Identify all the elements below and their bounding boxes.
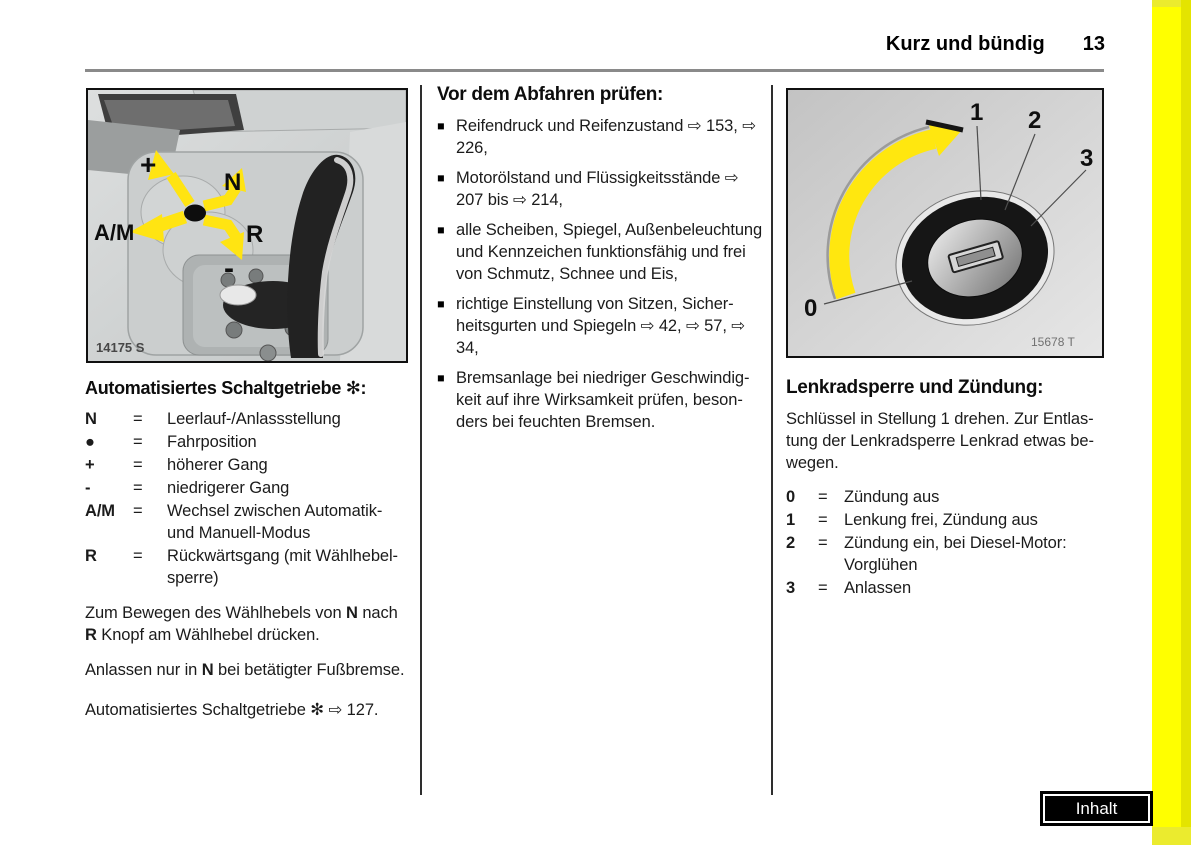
- gear-shifter-drawing: [88, 90, 406, 361]
- equals-sign: =: [133, 479, 143, 497]
- paragraph-start-condition: [85, 659, 406, 681]
- checklist-item: [437, 115, 768, 159]
- release-collar: [220, 285, 256, 305]
- definition-desc: Rückwärtsgang (mit Wählhebelsperre): [167, 547, 399, 587]
- text-run: bei betätigter Fußbremse.: [213, 661, 405, 679]
- equals-sign: =: [818, 511, 828, 529]
- definition-term: +: [85, 456, 95, 474]
- definition-desc: niedrigerer Gang: [167, 479, 290, 497]
- paragraph-key-instructions: Schlüssel in Stellung 1 drehen. Zur Entlastung der Lenkradsperre Lenkrad etwas bewegen.: [786, 410, 1094, 472]
- definition-term: N: [85, 410, 97, 428]
- section-heading: Vor dem Abfahren prüfen:: [437, 84, 664, 105]
- definition-term: 2: [786, 534, 796, 552]
- checklist-item: [437, 293, 768, 359]
- equals-sign: =: [818, 579, 828, 597]
- definition-row: [85, 477, 406, 499]
- checklist-item-text: alle Scheiben, Spiegel, Außenbeleuchtung und Kennzeichen funktionsfähig und frei von Schmutz, Schnee und Eis,: [456, 221, 763, 283]
- definition-desc: Fahrposition: [167, 433, 257, 451]
- ignition-lock-drawing: [788, 90, 1102, 356]
- figure-label-2: 2: [1028, 107, 1042, 134]
- drive-position-dot-icon: [184, 205, 206, 222]
- figure-label-0: 0: [804, 295, 818, 322]
- section-pre-drive-checklist: [437, 84, 768, 441]
- definition-term: 3: [786, 579, 796, 597]
- equals-sign: =: [133, 456, 143, 474]
- figure-label-1: 1: [970, 99, 984, 126]
- figure-label-3: 3: [1080, 145, 1094, 172]
- header-rule: [85, 69, 1104, 72]
- definition-row: [786, 577, 1108, 599]
- definition-desc: Zündung aus: [844, 488, 940, 506]
- bullet-square-icon: ■: [437, 297, 445, 311]
- inhalt-button[interactable]: [1040, 791, 1153, 826]
- column-divider-right: [771, 85, 773, 795]
- figure-code: 15678 T: [1031, 335, 1075, 349]
- console-button: [249, 269, 263, 283]
- thumb-index-tab-bottom: [1152, 827, 1191, 845]
- console-button: [226, 322, 242, 338]
- checklist-item-text: Bremsanlage bei niedriger Geschwindigkeit auf ihre Wirksamkeit prüfen, besonders bei feuchten Bremsen.: [456, 369, 750, 431]
- text-run: nach: [357, 604, 398, 622]
- equals-sign: =: [133, 547, 143, 565]
- definition-row: [786, 486, 1108, 508]
- column-divider-left: [420, 85, 422, 795]
- section-steering-lock-ignition: [786, 377, 1108, 600]
- definition-term: A/M: [85, 502, 115, 520]
- definition-row: [85, 454, 406, 476]
- figure-label-am: A/M: [94, 220, 135, 245]
- section-automated-gearbox: [85, 377, 406, 721]
- checklist-item-text: Motorölstand und Flüssigkeitsstände ⇨ 207 bis ⇨ 214,: [456, 169, 739, 209]
- definition-row: [85, 408, 406, 430]
- equals-sign: =: [818, 488, 828, 506]
- definition-desc: höherer Gang: [167, 456, 268, 474]
- page-number: 13: [1082, 33, 1105, 55]
- page-title: Kurz und bündig: [885, 33, 1045, 55]
- paragraph-shift-lever: [85, 602, 406, 646]
- figure-code: 14175 S: [96, 340, 145, 355]
- text-run: Zum Bewegen des Wählhebels von: [85, 604, 347, 622]
- bullet-square-icon: ■: [437, 119, 445, 133]
- figure-gear-shifter: [86, 88, 408, 363]
- bullet-square-icon: ■: [437, 223, 445, 237]
- console-button: [260, 345, 276, 361]
- figure-ignition-lock: [786, 88, 1104, 358]
- bullet-square-icon: ■: [437, 171, 445, 185]
- equals-sign: =: [133, 433, 143, 451]
- equals-sign: =: [133, 410, 143, 428]
- definition-term: 0: [786, 488, 796, 506]
- section-heading: Lenkradsperre und Zündung:: [786, 377, 1044, 398]
- equals-sign: =: [818, 534, 828, 552]
- definition-term: -: [85, 479, 91, 497]
- paragraph-page-reference: Automatisiertes Schaltgetriebe ✻ ⇨ 127.: [85, 701, 379, 719]
- page-header: [886, 33, 1105, 56]
- definition-desc: Lenkung frei, Zündung aus: [844, 511, 1038, 529]
- text-run-bold: N: [201, 661, 214, 679]
- text-run: Knopf am Wählhebel drücken.: [96, 626, 320, 644]
- figure-label-minus: -: [224, 252, 234, 285]
- text-run-bold: N: [346, 604, 358, 622]
- figure-label-plus: +: [140, 149, 157, 180]
- ignition-position-list: [786, 486, 1108, 599]
- definition-row: [786, 509, 1108, 531]
- definition-term: 1: [786, 511, 796, 529]
- definition-row: [85, 431, 406, 453]
- checklist-item: [437, 167, 768, 211]
- definition-term: ●: [85, 433, 95, 451]
- text-run-bold: R: [85, 626, 97, 644]
- figure-label-r: R: [246, 221, 264, 248]
- gear-position-list: [85, 408, 406, 589]
- checklist-item-text: richtige Einstellung von Sitzen, Sicherheitsgurten und Spiegeln ⇨ 42, ⇨ 57, ⇨ 34,: [456, 295, 746, 357]
- figure-label-n: N: [224, 169, 242, 196]
- definition-desc: Wechsel zwischen Automatik- und Manuell-Modus: [167, 502, 383, 542]
- definition-row: [85, 545, 406, 589]
- thumb-index-tab-edge: [1181, 0, 1191, 845]
- definition-desc: Leerlauf-/Anlassstellung: [167, 410, 341, 428]
- definition-desc: Zündung ein, bei Diesel-Motor: Vorglühen: [844, 534, 1067, 574]
- inhalt-button-label: Inhalt: [1075, 798, 1118, 818]
- section-heading: Automatisiertes Schaltgetriebe ✻:: [85, 378, 367, 398]
- definition-desc: Anlassen: [844, 579, 912, 597]
- checklist-item-text: Reifendruck und Reifenzustand ⇨ 153, ⇨ 226,: [456, 117, 756, 157]
- definition-term: R: [85, 547, 97, 565]
- text-run: Anlassen nur in: [85, 661, 202, 679]
- definition-row: [786, 532, 1108, 576]
- checklist-item: [437, 367, 768, 433]
- definition-row: [85, 500, 406, 544]
- equals-sign: =: [133, 502, 143, 520]
- thumb-index-tab: [1152, 0, 1191, 845]
- bullet-square-icon: ■: [437, 371, 445, 385]
- checklist: [437, 115, 768, 433]
- checklist-item: [437, 219, 768, 285]
